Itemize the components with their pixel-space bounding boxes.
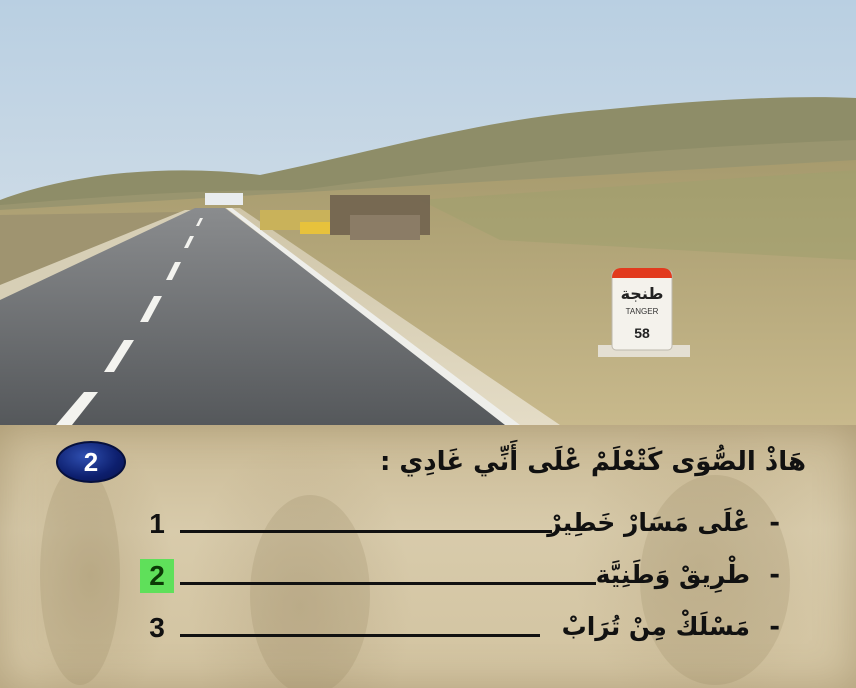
answer-dash-3: - [769, 612, 780, 642]
answer-number-1[interactable]: 1 [149, 508, 165, 539]
question-number-badge: 2 [56, 441, 126, 483]
answer-option-1[interactable] [140, 503, 780, 547]
answer-number-2[interactable]: 2 [140, 559, 174, 593]
answer-line-2 [180, 582, 596, 585]
sign-distance: 58 [634, 325, 650, 341]
answer-text-2: طْرِيقْ وَطَنِيَّة [595, 560, 750, 589]
answer-text-3: مَسْلَكْ مِنْ تُرَابْ [561, 612, 750, 641]
answer-dash-2: - [769, 560, 780, 590]
answer-text-1: عْلَى مَسَارْ خَطِيرْ [547, 508, 750, 537]
sign-arabic: طنجة [620, 284, 664, 303]
marker-cap [612, 268, 672, 278]
answer-line-1 [180, 530, 552, 533]
answer-option-3[interactable] [140, 607, 780, 651]
answer-line-3 [180, 634, 540, 637]
answer-dash-1: - [769, 508, 780, 538]
answer-option-2[interactable] [140, 555, 780, 599]
question-text: هَاذْ الصُّوَى كَتْعْلَمْ عْلَى أَنِّي غَادِي : [379, 447, 806, 477]
answer-number-3[interactable]: 3 [149, 612, 165, 643]
question-panel [0, 425, 856, 688]
sign-latin: TANGER [625, 307, 659, 316]
